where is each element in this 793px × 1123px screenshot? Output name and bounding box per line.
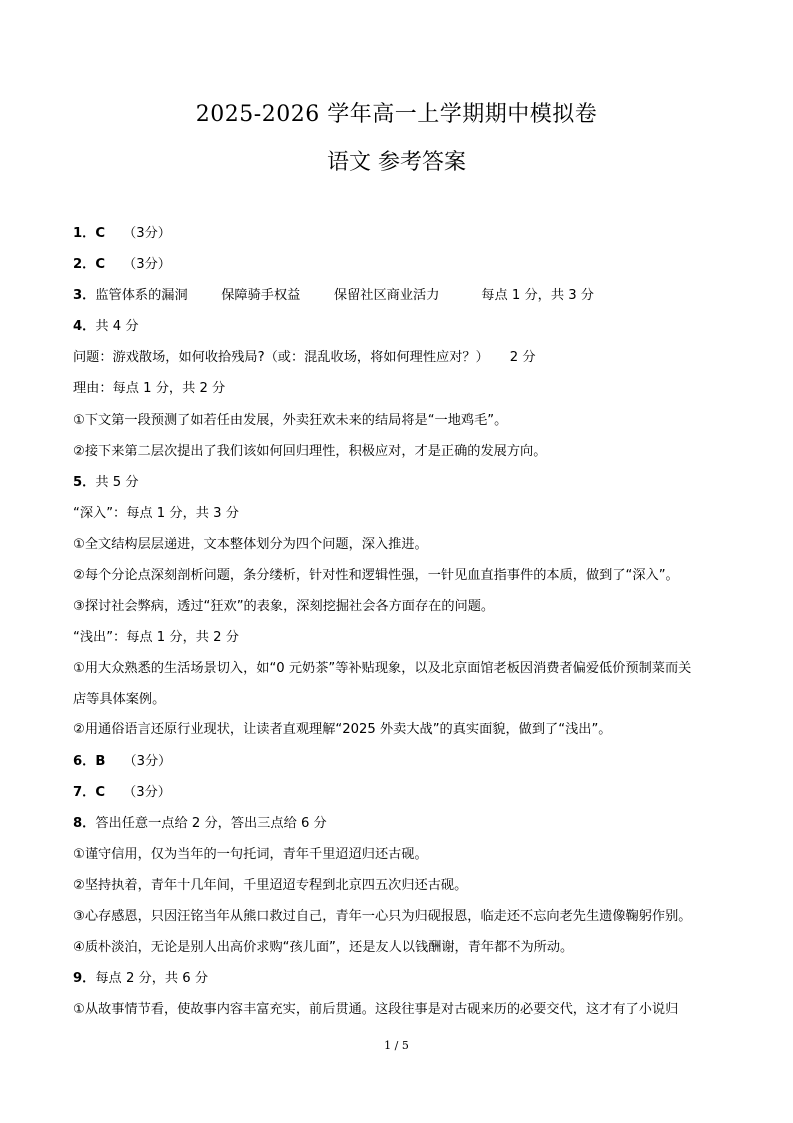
answer-line [73,534,733,565]
question-number: 6．B [73,753,106,769]
answer-text: ②用通俗语言还原行业现状，让读者直观理解“2025 外卖大战”的真实面貌，做到了“浅出”。 [73,722,612,738]
answer-line [73,875,733,906]
page-title: 2025-2026 学年高一上学期期中模拟卷 [195,102,598,127]
answer-text: ④质朴淡泊，无论是别人出高价求购“孩儿面”，还是友人以钱酬谢，青年都不为所动。 [73,940,574,956]
answer-text: ①谨守信用，仅为当年的一句托词，青年千里迢迢归还古砚。 [73,846,428,862]
answer-text: ②每个分论点深刻剖析问题，条分缕析，针对性和逻辑性强，一针见血直指事件的本质，做到了“深入”。 [73,568,679,584]
answer-line [73,503,733,534]
answer-text: ②坚持执着，青年十几年间，千里迢迢专程到北京四五次归还古砚。 [73,877,468,893]
answer-line [73,844,733,875]
answer-text: 共 5 分 [95,474,139,490]
answer-line [73,472,733,503]
question-number: 5． [73,474,96,490]
answer-text: （3分） [123,226,171,241]
answer-text: 答出任意一点给 2 分，答出三点给 6 分 [95,815,327,831]
answer-text: 问题：游戏散场，如何收拾残局?（或：混乱收场，将如何理性应对？） 2 分 [73,350,536,366]
answer-text: ①从故事情节看，使故事内容丰富充实，前后贯通。这段往事是对古砚来历的必要交代，这才有了小说归 [73,1002,679,1018]
answer-line [73,254,733,285]
question-number: 9． [73,971,96,987]
answer-text: “浅出”：每点 1 分，共 2 分 [73,630,239,646]
answer-text: 监管体系的漏洞 保障骑手权益 保留社区商业活力 每点 1 分，共 3 分 [95,288,594,304]
answer-text: 每点 2 分，共 6 分 [95,971,209,987]
answer-line [73,316,733,347]
question-number: 3． [73,288,96,304]
answer-text: ③心存感恩，只因汪铭当年从熊口救过自己，青年一心只为归砚报恩，临走还不忘向老先生遗像鞠躬作别。 [73,908,692,924]
answer-line [73,999,733,1030]
question-number: 4． [73,319,96,335]
answer-text: 店等具体案例。 [73,692,166,708]
answer-line [73,719,733,750]
page-subtitle: 语文 参考答案 [327,150,466,175]
answer-text: （3分） [123,784,171,800]
question-number: 1．C [73,226,106,241]
answer-line [73,285,733,316]
answer-line [73,410,733,441]
answer-text: “深入”：每点 1 分，共 3 分 [73,505,239,521]
answer-line [73,689,733,719]
answer-line [73,565,733,596]
question-number: 2．C [73,257,106,273]
answer-line [73,782,733,813]
answer-line [73,751,733,782]
answer-line [73,441,733,472]
answer-line [73,968,733,999]
answer-line [73,906,733,937]
answer-text: ②接下来第二层次提出了我们该如何回归理性，积极应对，才是正确的发展方向。 [73,443,547,459]
question-number: 7．C [73,784,106,800]
answer-line [73,596,733,627]
page-number: 1 / 5 [384,1039,409,1052]
answer-line [73,223,733,254]
answer-text: （3分） [123,257,171,273]
answer-line [73,627,733,658]
answer-text: ①用大众熟悉的生活场景切入，如“0 元奶茶”等补贴现象，以及北京面馆老板因消费者偏爱低价预制菜而关 [73,661,692,677]
answer-text: ③探讨社会弊病，透过“狂欢”的表象，深刻挖掘社会各方面存在的问题。 [73,599,495,615]
answer-line [73,658,733,689]
answer-list [73,223,733,1030]
answer-line [73,813,733,844]
question-number: 8． [73,815,96,831]
answer-text: 共 4 分 [95,319,139,335]
answer-text: 理由：每点 1 分，共 2 分 [73,381,226,397]
answer-line [73,937,733,968]
answer-text: ①全文结构层层递进，文本整体划分为四个问题，深入推进。 [73,536,428,552]
answer-line [73,378,733,409]
answer-text: （3分） [123,753,172,769]
answer-text: ①下文第一段预测了如若任由发展，外卖狂欢未来的结局将是“一地鸡毛”。 [73,412,508,428]
answer-line [73,347,733,378]
